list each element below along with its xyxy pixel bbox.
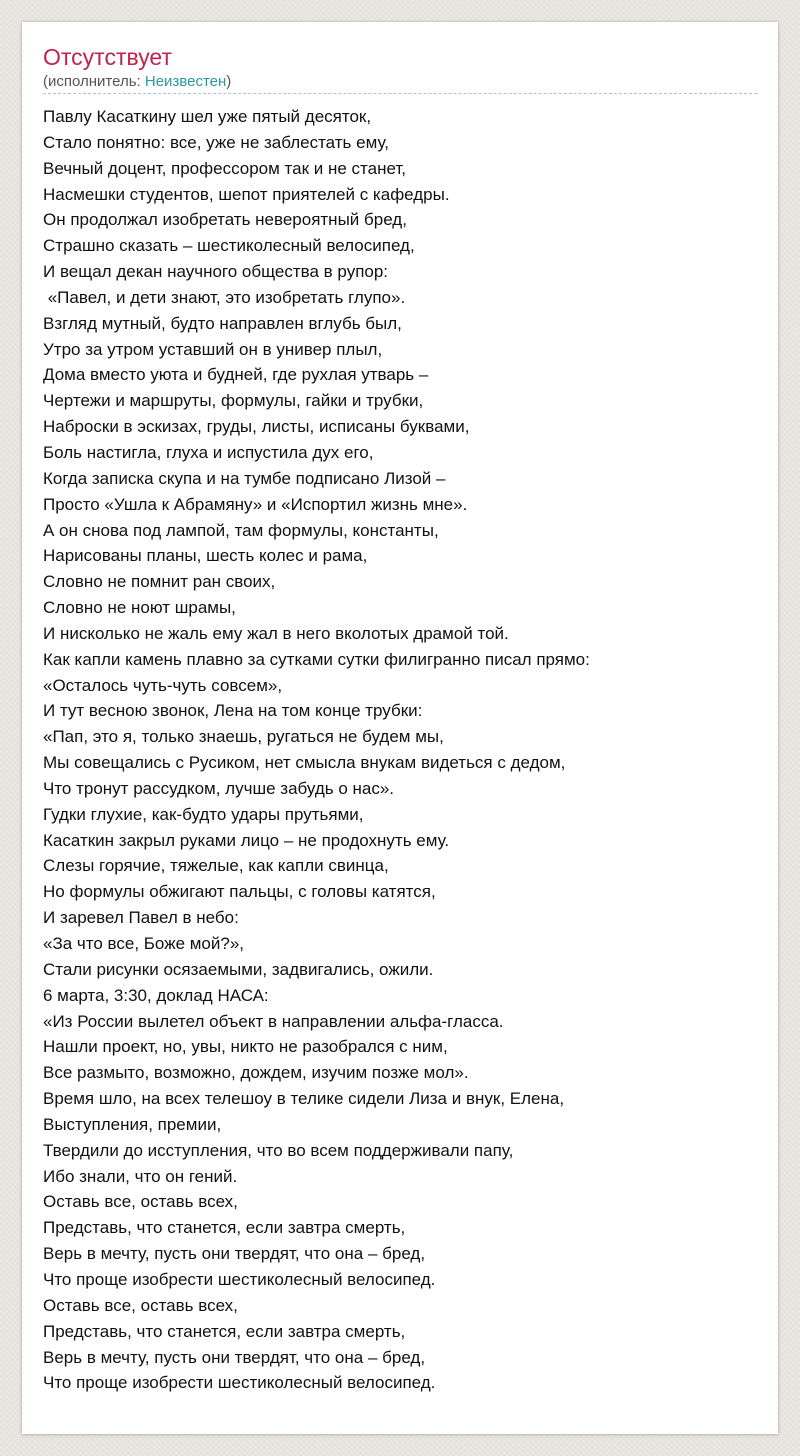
lyric-line: Вечный доцент, профессором так и не станет, (43, 158, 406, 178)
lyric-line: Он продолжал изобретать невероятный бред, (43, 210, 407, 230)
lyric-line: И нисколько не жаль ему жал в него вколотых драмой той. (43, 623, 509, 643)
lyric-line: Представь, что станется, если завтра смерть, (43, 1218, 406, 1238)
lyric-line: Наброски в эскизах, груды, листы, исписаны буквами, (43, 417, 470, 437)
lyric-line: «Осталось чуть-чуть совсем», (43, 675, 283, 695)
lyric-line: Как капли камень плавно за сутками сутки филигранно писал прямо: (43, 649, 590, 669)
lyric-line: Дома вместо уюта и будней, где рухлая утварь – (43, 365, 429, 385)
lyric-line: Что проще изобрести шестиколесный велосипед. (43, 1373, 436, 1393)
lyrics-card (22, 22, 778, 1434)
lyric-line: Словно не помнит ран своих, (43, 572, 276, 592)
lyric-line: 6 марта, 3:30, доклад НАСА: (43, 985, 269, 1005)
lyric-line: И вещал декан научного общества в рупор: (43, 262, 389, 282)
artist-suffix: ) (226, 73, 232, 90)
lyric-line: Но формулы обжигают пальцы, с головы катятся, (43, 882, 436, 902)
lyric-line: Касаткин закрыл руками лицо – не продохнуть ему. (43, 830, 450, 850)
lyric-line: Время шло, на всех телешоу в телике сидели Лиза и внук, Елена, (43, 1089, 565, 1109)
lyrics-text (43, 104, 763, 1396)
lyric-line: Взгляд мутный, будто направлен вглубь был, (43, 313, 402, 333)
lyric-line: Насмешки студентов, шепот приятелей с кафедры. (43, 184, 450, 204)
lyric-line: Просто «Ушла к Абрамяну» и «Испортил жизнь мне». (43, 494, 468, 514)
artist-line (43, 72, 231, 92)
lyric-line: «Из России вылетел объект в направлении альфа-гласса. (43, 1011, 504, 1031)
artist-prefix: (исполнитель: (43, 73, 145, 90)
lyric-line: Оставь все, оставь всех, (43, 1295, 238, 1315)
lyric-line: Мы совещались с Русиком, нет смысла внукам видеться с дедом, (43, 753, 566, 773)
lyric-line: Выступления, премии, (43, 1114, 222, 1134)
lyric-line: Гудки глухие, как-будто удары прутьями, (43, 804, 364, 824)
lyric-line: «Пап, это я, только знаешь, ругаться не будем мы, (43, 727, 444, 747)
lyric-line: Боль настигла, глуха и испустила дух его, (43, 442, 374, 462)
lyric-line: Стало понятно: все, уже не заблестать ему, (43, 132, 389, 152)
lyric-line: Твердили до исступления, что во всем поддерживали папу, (43, 1140, 514, 1160)
lyric-line: Представь, что станется, если завтра смерть, (43, 1321, 406, 1341)
lyric-line: Верь в мечту, пусть они твердят, что она – бред, (43, 1347, 426, 1367)
lyric-line: А он снова под лампой, там формулы, константы, (43, 520, 439, 540)
lyric-line: Что проще изобрести шестиколесный велосипед. (43, 1269, 436, 1289)
lyric-line: Когда записка скупа и на тумбе подписано Лизой – (43, 468, 446, 488)
lyric-line: Ибо знали, что он гений. (43, 1166, 238, 1186)
lyric-line: Верь в мечту, пусть они твердят, что она – бред, (43, 1244, 426, 1264)
lyric-line: Утро за утром уставший он в универ плыл, (43, 339, 383, 359)
lyric-line: Словно не ноют шрамы, (43, 598, 236, 618)
lyric-line: Что тронут рассудком, лучше забудь о нас». (43, 778, 395, 798)
lyric-line: Чертежи и маршруты, формулы, гайки и трубки, (43, 391, 424, 411)
lyric-line: Нашли проект, но, увы, никто не разобрался с ним, (43, 1037, 448, 1057)
lyric-line: И заревел Павел в небо: (43, 908, 239, 928)
title-divider (43, 93, 757, 94)
lyric-line: И тут весною звонок, Лена на том конце трубки: (43, 701, 423, 721)
artist-link[interactable]: Неизвестен (144, 73, 227, 90)
lyric-line: «Павел, и дети знают, это изобретать глупо». (43, 287, 406, 307)
lyric-line: Оставь все, оставь всех, (43, 1192, 238, 1212)
song-title: Отсутствует (43, 44, 172, 70)
lyric-line: Павлу Касаткину шел уже пятый десяток, (43, 107, 372, 126)
lyric-line: Слезы горячие, тяжелые, как капли свинца, (43, 856, 389, 876)
lyric-line: Страшно сказать – шестиколесный велосипед, (43, 236, 415, 256)
lyric-line: «За что все, Боже мой?», (43, 934, 245, 953)
lyric-line: Стали рисунки осязаемыми, задвигались, ожили. (43, 959, 434, 979)
lyric-line: Все размыто, возможно, дождем, изучим позже мол». (43, 1063, 469, 1083)
lyric-line: Нарисованы планы, шесть колес и рама, (43, 546, 368, 566)
